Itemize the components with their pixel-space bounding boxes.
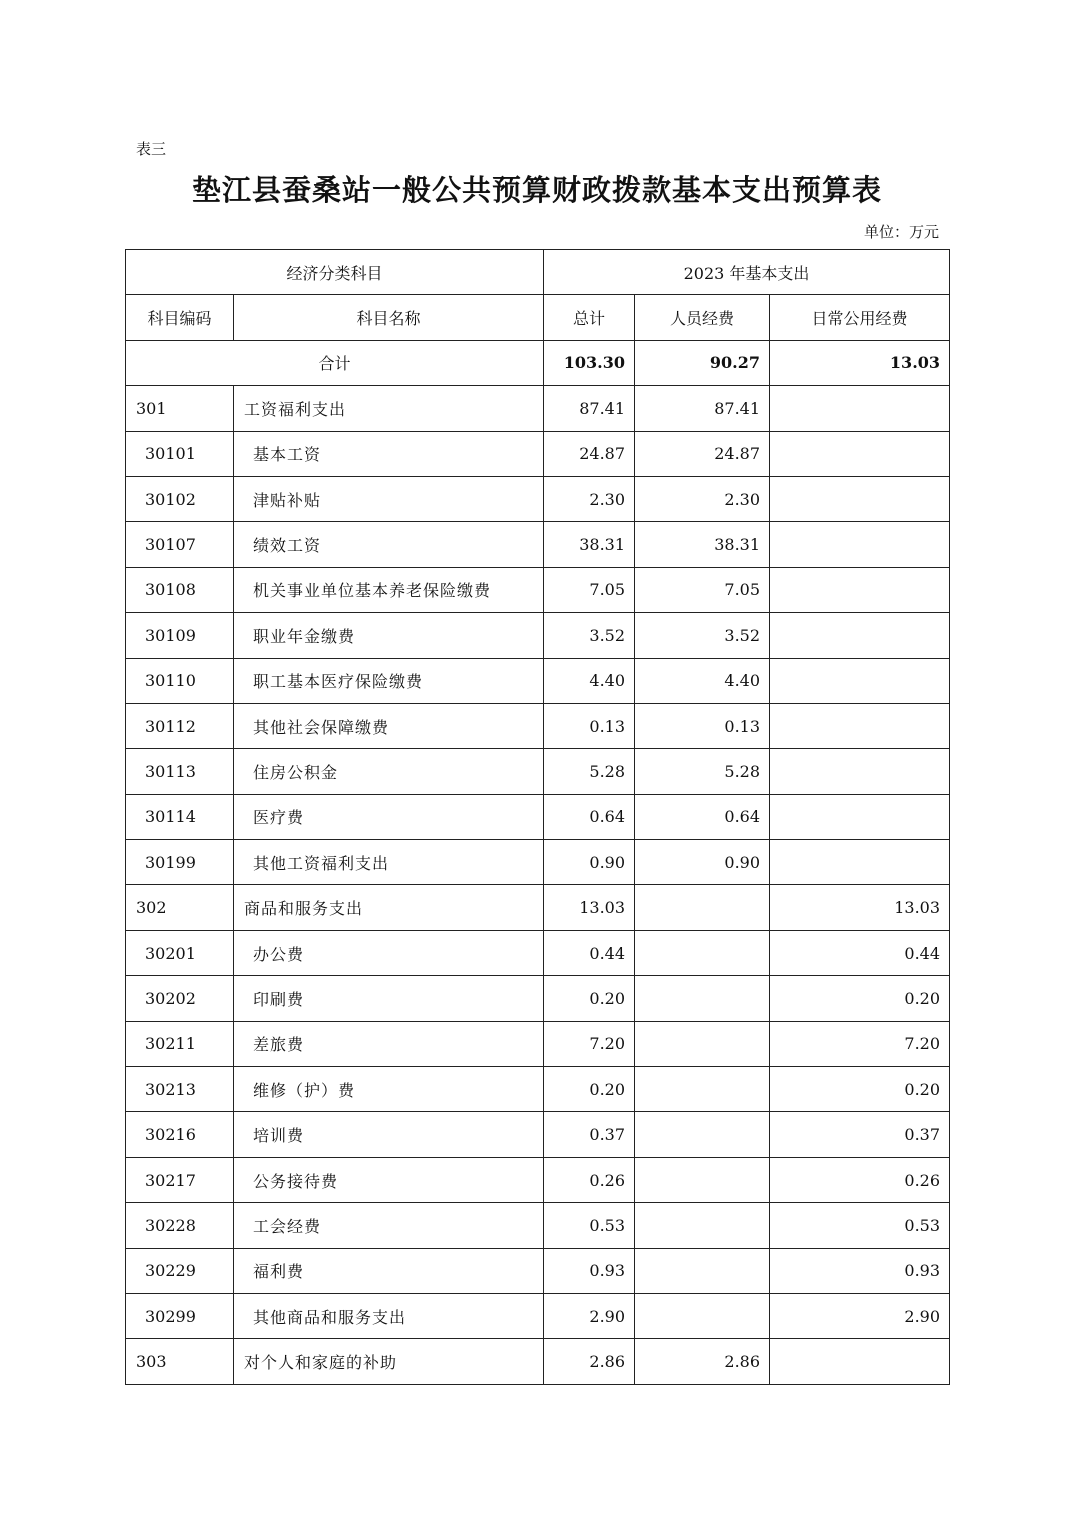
row-code: 30216 — [126, 1112, 234, 1157]
row-personnel — [635, 930, 770, 975]
row-code: 30113 — [126, 749, 234, 794]
row-personnel — [635, 1067, 770, 1112]
row-name: 津贴补贴 — [234, 476, 544, 521]
row-total: 3.52 — [544, 613, 635, 658]
total-row — [126, 340, 950, 385]
unit-label: 单位：万元 — [863, 223, 939, 241]
row-public — [770, 476, 950, 521]
row-personnel — [635, 1203, 770, 1248]
row-name: 差旅费 — [234, 1021, 544, 1066]
table-row — [126, 794, 950, 839]
table-row — [126, 1157, 950, 1202]
row-code: 30229 — [126, 1248, 234, 1293]
row-name: 培训费 — [234, 1112, 544, 1157]
header-personnel-expense: 人员经费 — [635, 295, 770, 340]
row-code: 30107 — [126, 522, 234, 567]
row-public: 0.93 — [770, 1248, 950, 1293]
row-total: 0.53 — [544, 1203, 635, 1248]
row-code: 30213 — [126, 1067, 234, 1112]
row-public — [770, 1339, 950, 1384]
row-total: 2.86 — [544, 1339, 635, 1384]
row-personnel — [635, 1293, 770, 1338]
header-subject-code: 科目编码 — [126, 295, 234, 340]
total-public: 13.03 — [770, 340, 950, 385]
row-total: 38.31 — [544, 522, 635, 567]
row-public: 7.20 — [770, 1021, 950, 1066]
table-row — [126, 930, 950, 975]
table-row — [126, 885, 950, 930]
header-subject-name: 科目名称 — [234, 295, 544, 340]
row-total: 87.41 — [544, 386, 635, 431]
document-title: 垫江县蚕桑站一般公共预算财政拨款基本支出预算表 — [191, 173, 882, 207]
row-public — [770, 749, 950, 794]
row-personnel — [635, 885, 770, 930]
row-personnel: 87.41 — [635, 386, 770, 431]
table-row — [126, 476, 950, 521]
table-row — [126, 567, 950, 612]
row-name: 维修（护）费 — [234, 1067, 544, 1112]
budget-table — [125, 249, 950, 1385]
row-code: 30199 — [126, 840, 234, 885]
row-name: 福利费 — [234, 1248, 544, 1293]
row-name: 机关事业单位基本养老保险缴费 — [234, 567, 544, 612]
row-name: 印刷费 — [234, 976, 544, 1021]
table-row — [126, 976, 950, 1021]
table-row — [126, 703, 950, 748]
row-total: 5.28 — [544, 749, 635, 794]
row-public: 0.26 — [770, 1157, 950, 1202]
row-code: 30201 — [126, 930, 234, 975]
row-name: 商品和服务支出 — [234, 885, 544, 930]
row-personnel — [635, 1112, 770, 1157]
row-code: 30112 — [126, 703, 234, 748]
row-personnel: 38.31 — [635, 522, 770, 567]
row-personnel — [635, 1021, 770, 1066]
row-personnel: 24.87 — [635, 431, 770, 476]
table-row — [126, 840, 950, 885]
row-personnel — [635, 1157, 770, 1202]
row-total: 2.90 — [544, 1293, 635, 1338]
row-public — [770, 431, 950, 476]
row-code: 30202 — [126, 976, 234, 1021]
row-public: 0.37 — [770, 1112, 950, 1157]
header-year-basic-expenditure: 2023 年基本支出 — [544, 250, 950, 295]
row-name: 医疗费 — [234, 794, 544, 839]
table-row — [126, 658, 950, 703]
row-personnel: 7.05 — [635, 567, 770, 612]
row-code: 30102 — [126, 476, 234, 521]
row-total: 0.93 — [544, 1248, 635, 1293]
row-code: 30217 — [126, 1157, 234, 1202]
row-name: 职业年金缴费 — [234, 613, 544, 658]
total-label: 合计 — [126, 340, 544, 385]
header-column-row — [126, 295, 950, 340]
row-total: 0.26 — [544, 1157, 635, 1202]
row-code: 30101 — [126, 431, 234, 476]
row-public: 0.20 — [770, 1067, 950, 1112]
row-name: 住房公积金 — [234, 749, 544, 794]
row-personnel: 2.30 — [635, 476, 770, 521]
row-code: 30299 — [126, 1293, 234, 1338]
row-public: 13.03 — [770, 885, 950, 930]
row-name: 公务接待费 — [234, 1157, 544, 1202]
row-name: 工资福利支出 — [234, 386, 544, 431]
row-total: 13.03 — [544, 885, 635, 930]
row-public — [770, 794, 950, 839]
total-personnel: 90.27 — [635, 340, 770, 385]
table-row — [126, 1203, 950, 1248]
row-total: 24.87 — [544, 431, 635, 476]
table-row — [126, 1021, 950, 1066]
table-row — [126, 1339, 950, 1384]
table-row — [126, 522, 950, 567]
row-code: 303 — [126, 1339, 234, 1384]
row-public: 0.20 — [770, 976, 950, 1021]
row-public — [770, 567, 950, 612]
table-row — [126, 1067, 950, 1112]
row-public — [770, 613, 950, 658]
row-public — [770, 703, 950, 748]
header-group-row — [126, 250, 950, 295]
row-public: 0.44 — [770, 930, 950, 975]
row-code: 30108 — [126, 567, 234, 612]
row-total: 0.64 — [544, 794, 635, 839]
row-name: 绩效工资 — [234, 522, 544, 567]
row-name: 职工基本医疗保险缴费 — [234, 658, 544, 703]
table-row — [126, 1248, 950, 1293]
row-personnel: 0.64 — [635, 794, 770, 839]
table-row — [126, 613, 950, 658]
row-code: 30110 — [126, 658, 234, 703]
table-row — [126, 431, 950, 476]
row-public: 0.53 — [770, 1203, 950, 1248]
row-total: 0.90 — [544, 840, 635, 885]
table-number-label: 表三 — [136, 140, 167, 158]
row-code: 30114 — [126, 794, 234, 839]
table-row — [126, 1112, 950, 1157]
row-name: 其他工资福利支出 — [234, 840, 544, 885]
row-name: 对个人和家庭的补助 — [234, 1339, 544, 1384]
header-econ-classification: 经济分类科目 — [126, 250, 544, 295]
table-row — [126, 1293, 950, 1338]
header-total: 总计 — [544, 295, 635, 340]
row-public — [770, 386, 950, 431]
row-total: 0.37 — [544, 1112, 635, 1157]
row-total: 4.40 — [544, 658, 635, 703]
row-total: 0.13 — [544, 703, 635, 748]
row-name: 基本工资 — [234, 431, 544, 476]
row-personnel — [635, 1248, 770, 1293]
row-name: 办公费 — [234, 930, 544, 975]
row-personnel — [635, 976, 770, 1021]
row-name: 其他商品和服务支出 — [234, 1293, 544, 1338]
row-code: 30228 — [126, 1203, 234, 1248]
table-row — [126, 386, 950, 431]
row-public — [770, 840, 950, 885]
row-personnel: 0.90 — [635, 840, 770, 885]
row-personnel: 0.13 — [635, 703, 770, 748]
row-total: 7.20 — [544, 1021, 635, 1066]
row-public: 2.90 — [770, 1293, 950, 1338]
row-total: 0.20 — [544, 1067, 635, 1112]
row-personnel: 5.28 — [635, 749, 770, 794]
row-personnel: 3.52 — [635, 613, 770, 658]
row-total: 2.30 — [544, 476, 635, 521]
row-code: 30109 — [126, 613, 234, 658]
row-total: 7.05 — [544, 567, 635, 612]
row-name: 其他社会保障缴费 — [234, 703, 544, 748]
table-row — [126, 749, 950, 794]
row-public — [770, 658, 950, 703]
row-total: 0.44 — [544, 930, 635, 975]
header-public-expense: 日常公用经费 — [770, 295, 950, 340]
row-code: 302 — [126, 885, 234, 930]
row-total: 0.20 — [544, 976, 635, 1021]
row-code: 30211 — [126, 1021, 234, 1066]
row-code: 301 — [126, 386, 234, 431]
row-personnel: 2.86 — [635, 1339, 770, 1384]
row-personnel: 4.40 — [635, 658, 770, 703]
row-name: 工会经费 — [234, 1203, 544, 1248]
total-sum: 103.30 — [544, 340, 635, 385]
row-public — [770, 522, 950, 567]
